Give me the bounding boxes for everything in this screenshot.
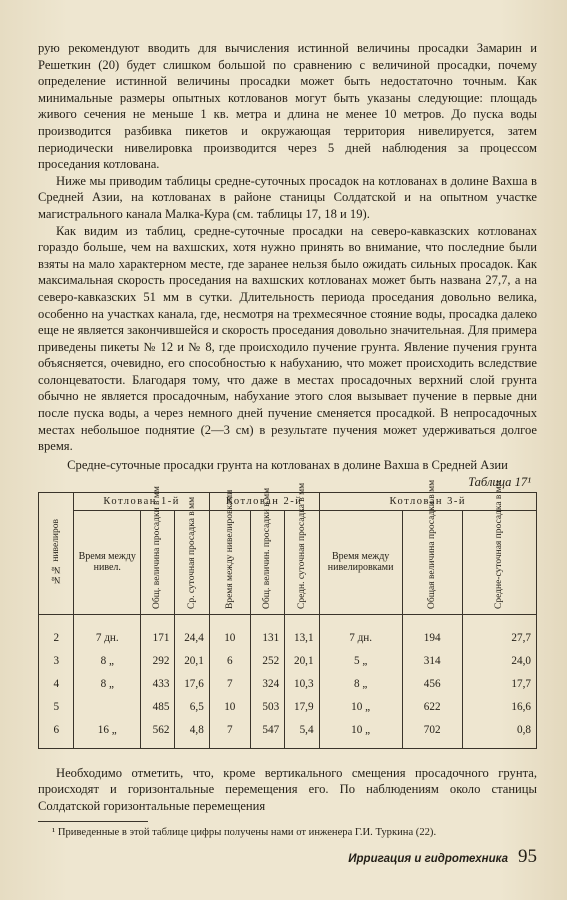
page-footer bbox=[38, 846, 537, 868]
table-cell: 5,4 bbox=[285, 719, 319, 749]
table-cell: 131 bbox=[250, 614, 284, 650]
table-cell: 622 bbox=[402, 696, 462, 719]
table-cell: 16 „ bbox=[74, 719, 141, 749]
table-cell: 17,7 bbox=[462, 673, 536, 696]
table-cell: 10 „ bbox=[319, 696, 402, 719]
header-total-2: Общ. величин. просадки в мм bbox=[250, 510, 284, 614]
header-time-1: Время между нивел. bbox=[74, 510, 141, 614]
table-cell: 24,4 bbox=[175, 614, 209, 650]
header-pit-2: Котлован 2-й bbox=[209, 492, 319, 510]
table-cell: 24,0 bbox=[462, 650, 536, 673]
table-cell: 10 bbox=[209, 614, 250, 650]
header-total-3: Общая величина просадки в мм bbox=[402, 510, 462, 614]
table-cell: 194 bbox=[402, 614, 462, 650]
table-cell: 10 bbox=[209, 696, 250, 719]
table-row bbox=[39, 673, 537, 696]
header-time-2: Время между нивелировками bbox=[209, 510, 250, 614]
table-cell: 7 дн. bbox=[319, 614, 402, 650]
table-cell: 547 bbox=[250, 719, 284, 749]
table-cell: 314 bbox=[402, 650, 462, 673]
table-cell: 252 bbox=[250, 650, 284, 673]
table-row bbox=[39, 696, 537, 719]
table-cell: 10 „ bbox=[319, 719, 402, 749]
paragraph-3: Как видим из таблиц, средне-суточные просадки на северо-кавказских котлованах гораздо больше, чем на вахшских, хотя нужно принять во внимание, что последние были взяты на мало характерном месте, где заранее нельзя было ожидать сильных просадок. Как максимальная скорость проседания на вахшских котлованах может быть названа 27,7, а на северо-кавказских 51 мм в сутки. Длительность периода проседания довольно велика, особенно на участках канала, где, несмотря на трехмесячное стояние воды, просадка далеко еще не является закончившейся и скорость проседания довольно значительная. Для примера приведены пикеты № 12 и № 8, где происходило пучение грунта. Явление пучения грунта объясняется, очевидно, его способностью к набуханию, что может происходить вследствие солонцеватости. Благодаря тому, что даже в местах просадочных верхний слой грунта обычно не является просадочным, набухание этого слоя вызывает пучение в первые дни после пуска воды, а через немного дней пучение сменяется просадкой. В непросадочных местах небольшое поднятие (2—3 см) в результате пучения может удерживаться долгое время. bbox=[38, 223, 537, 454]
table-cell: 433 bbox=[141, 673, 175, 696]
table-cell: 7 дн. bbox=[74, 614, 141, 650]
table-cell: 6 bbox=[209, 650, 250, 673]
table-cell: 0,8 bbox=[462, 719, 536, 749]
table-cell: 17,9 bbox=[285, 696, 319, 719]
table-cell: 562 bbox=[141, 719, 175, 749]
table-number: Таблица 17¹ bbox=[468, 474, 531, 489]
table-body bbox=[39, 614, 537, 748]
table-cell: 7 bbox=[209, 673, 250, 696]
footnote: ¹ Приведенные в этой таблице цифры получены нами от инженера Г.И. Туркина (22). bbox=[52, 826, 437, 838]
table-cell: 3 bbox=[39, 650, 74, 673]
table-cell: 13,1 bbox=[285, 614, 319, 650]
table-cell: 8 „ bbox=[74, 673, 141, 696]
table-cell: 456 bbox=[402, 673, 462, 696]
footnote-divider bbox=[38, 821, 148, 822]
table-cell: 2 bbox=[39, 614, 74, 650]
paragraph-1: рую рекомендуют вводить для вычисления истинной величины просадки Замарин и Решеткин (20) будет слишком большой по сравнению с величиной просадки, почему определение истинной величины просадки может быть недостаточно точным. Как минимальные размеры опытных котлованов могут быть указаны следующие: площадь живого сечения не меньше 1 кв. метра и длина не менее 10 метров. До пуска воды производится разбивка пикетов и окружающая территория нивелируется, затем периодически нивелировка производится через 5 дней наблюдения за процессом проседания котлована. bbox=[38, 41, 537, 172]
header-daily-1: Ср. суточная просадка в мм bbox=[175, 510, 209, 614]
table-caption: Средне-суточные просадки грунта на котлованах в долине Вахша в Средней Азии bbox=[67, 457, 508, 472]
paragraph-2: Ниже мы приводим таблицы средне-суточных просадок на котлованах в долине Вахша в Средней Азии, на котлованах в районе станицы Солдатской и на опытном участке магистрального канала Малка-Кура (см. таблицы 17, 18 и 19). bbox=[38, 173, 537, 221]
table-cell: 8 „ bbox=[74, 650, 141, 673]
table-cell: 5 „ bbox=[319, 650, 402, 673]
table-cell: 10,3 bbox=[285, 673, 319, 696]
table-cell: 20,1 bbox=[175, 650, 209, 673]
table-cell bbox=[74, 696, 141, 719]
table-cell: 6 bbox=[39, 719, 74, 749]
table-cell: 503 bbox=[250, 696, 284, 719]
table-cell: 171 bbox=[141, 614, 175, 650]
table-cell: 702 bbox=[402, 719, 462, 749]
paragraph-after-table: Необходимо отметить, что, кроме вертикального смещения просадочного грунта, происходят и горизонтальные перемещения его. По наблюдениям около станицы Солдатской горизонтальные перемещения bbox=[38, 765, 537, 814]
table-cell: 17,6 bbox=[175, 673, 209, 696]
table-cell: 4,8 bbox=[175, 719, 209, 749]
table-cell: 6,5 bbox=[175, 696, 209, 719]
table-cell: 16,6 bbox=[462, 696, 536, 719]
table-row bbox=[39, 719, 537, 749]
header-daily-3: Средне-суточная просадка в мм bbox=[462, 510, 536, 614]
table-cell: 7 bbox=[209, 719, 250, 749]
table-row bbox=[39, 614, 537, 650]
header-pit-1: Котлован 1-й bbox=[74, 492, 209, 510]
header-nivelir: №№ нивелиров bbox=[39, 492, 74, 614]
table-cell: 292 bbox=[141, 650, 175, 673]
table-row bbox=[39, 650, 537, 673]
table-cell: 8 „ bbox=[319, 673, 402, 696]
table-cell: 20,1 bbox=[285, 650, 319, 673]
table-cell: 5 bbox=[39, 696, 74, 719]
header-pit-3: Котлован 3-й bbox=[319, 492, 536, 510]
header-total-1: Общ. величина просадки в мм bbox=[141, 510, 175, 614]
header-time-3: Время между нивелировками bbox=[319, 510, 402, 614]
table-cell: 27,7 bbox=[462, 614, 536, 650]
table-cell: 324 bbox=[250, 673, 284, 696]
table-cell: 4 bbox=[39, 673, 74, 696]
header-daily-2: Средн. суточная просадка в мм bbox=[285, 510, 319, 614]
table-cell: 485 bbox=[141, 696, 175, 719]
running-title: Ирригация и гидротехника bbox=[348, 853, 508, 865]
page-number: 95 bbox=[518, 846, 537, 867]
